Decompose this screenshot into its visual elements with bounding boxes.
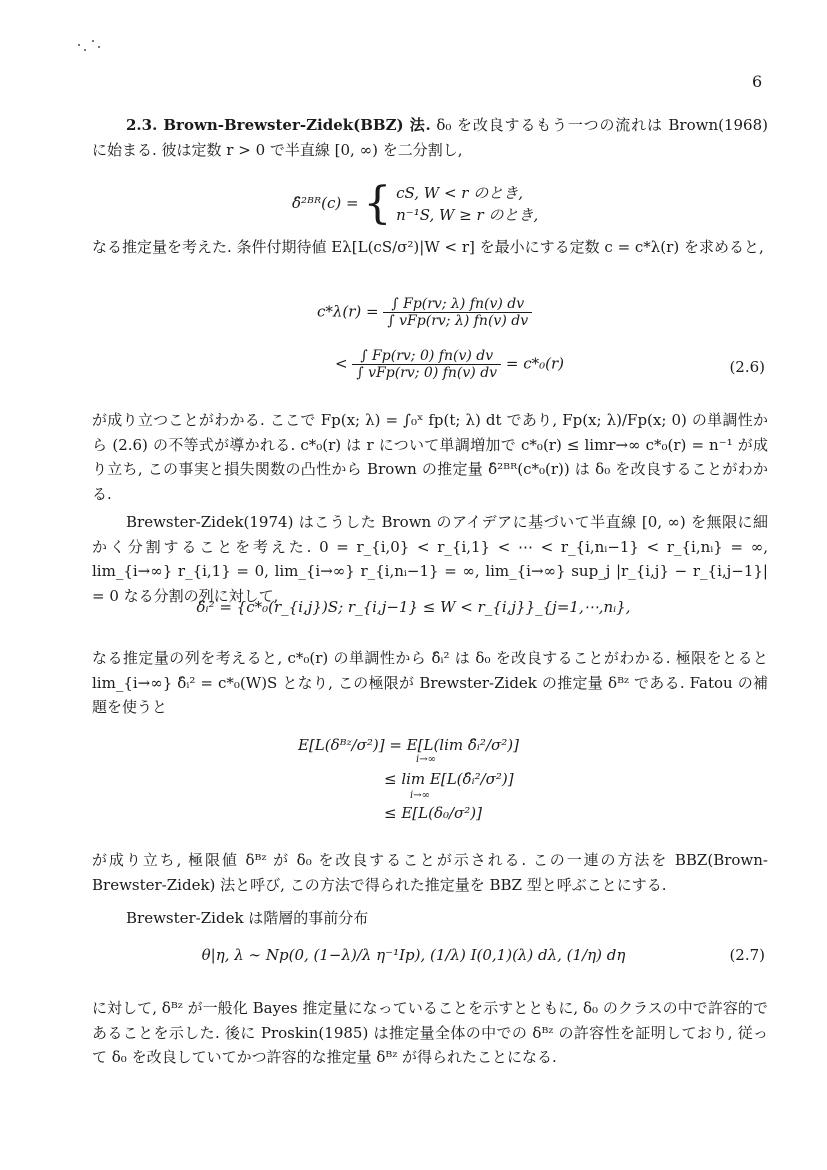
page-number: 6 [752, 72, 763, 91]
eq-fatou-line-2: ≤ lim E[L(δ̂ᵢ²/σ²)] [384, 770, 514, 788]
equation-sequence: δ̂ᵢ² = {c*₀(r_{i,j})S; r_{i,j−1} ≤ W < r_{i,j}}_{j=1,⋯,nᵢ}, [196, 598, 631, 616]
eq26-lhs: c*λ(r) = [317, 302, 379, 321]
paragraph-4: Brewster-Zidek(1974) はこうした Brown のアイデアに基づいて半直線 [0, ∞) を無限に細かく分割することを考えた. 0 = r_{i,0} < r_{i,1} < ⋯ < r_{i,nᵢ−1} < r_{i,nᵢ} = ∞, lim_{i→∞} r_{i,1} = 0, lim_{i→∞} r_{i,nᵢ−1} = ∞, lim_{i→∞} sup_j |r_{i,j} − r_{i,j−1}| = 0 なる分割の列に対して, [92, 513, 768, 605]
eq26-label: (2.6) [729, 358, 765, 376]
paragraph-intro [92, 113, 768, 162]
eq26-numerator-2: ∫ Fp(rv; 0) fn(v) dv [352, 348, 501, 365]
brace-symbol: { [363, 178, 392, 229]
eq26-denominator-1: ∫ vFp(rv; λ) fn(v) dv [387, 313, 529, 329]
eq-lim-subscript-2: i→∞ [410, 790, 430, 801]
eq26-numerator-1: ∫ Fp(rv; λ) fn(v) dv [383, 296, 532, 313]
eq-fatou-line-1: E[L(δᴮᶻ/σ²)] = E[L(lim δ̂ᵢ²/σ²)] [298, 736, 519, 754]
eq26-less-than: < [335, 354, 348, 373]
eq-fatou-line-3: ≤ E[L(δ₀/σ²)] [384, 804, 483, 822]
eq-lim-subscript-1: i→∞ [416, 754, 436, 765]
equation-fatou [298, 736, 519, 838]
paragraph-2: なる推定量を考えた. 条件付期待値 Eλ[L(cS/σ²)|W < r] を最小にする定数 c = c*λ(r) を求めると, [92, 238, 764, 256]
paragraph-5: なる推定量の列を考えると, c*₀(r) の単調性から δ̂ᵢ² は δ₀ を改良することがわかる. 極限をとると lim_{i→∞} δ̂ᵢ² = c*₀(W)S となり, この極限が Brewster-Zidek の推定量 δᴮᶻ である. Fatou の補題を使うと [92, 649, 768, 716]
eq-bbz-case-2: n⁻¹S, W ≥ r のとき, [396, 206, 539, 224]
paragraph-8: に対して, δᴮᶻ が一般化 Bayes 推定量になっていることを示すとともに, δ₀ のクラスの中で許容的であることを示した. 後に Proskin(1985) は推定量全体の中での δᴮᶻ の許容性を証明しており, 従って δ₀ を改良していてかつ許容的な推定量 δᴮᶻ が得られたことになる. [92, 999, 768, 1066]
paragraph-3: が成り立つことがわかる. ここで Fp(x; λ) = ∫₀ˣ fp(t; λ) dt であり, Fp(x; λ)/Fp(x; 0) の単調性から (2.6) の不等式が導かれる. c*₀(r) は r について単調増加で c*₀(r) ≤ limr→∞ c*₀(r) = n⁻¹ が成り立ち, この事実と損失関数の凸性から Brown の推定量 δ̂²ᴮᴿ(c*₀(r)) は δ₀ を改良することがわかる. [92, 411, 768, 503]
eq-bbz-case-1: cS, W < r のとき, [396, 184, 524, 202]
equation-2-7: θ|η, λ ∼ Np(0, (1−λ)/λ η⁻¹Ip), (1/λ) I(0,1)(λ) dλ, (1/η) dη [201, 946, 626, 964]
eq26-denominator-2: ∫ vFp(rv; 0) fn(v) dv [356, 365, 498, 381]
eq26-rhs: = c*₀(r) [505, 354, 564, 373]
eq27-label: (2.7) [729, 946, 765, 964]
paragraph-7: Brewster-Zidek は階層的事前分布 [126, 909, 369, 927]
equation-bbz-estimator [292, 178, 539, 229]
eq-bbz-lhs: δ̂²ᴮᴿ(c) = [292, 194, 359, 212]
equation-2-6 [317, 296, 564, 381]
section-heading: 2.3. Brown-Brewster-Zidek(BBZ) 法. [126, 116, 431, 134]
paragraph-1-text: δ₀ を改良するもう一つの流れは Brown(1968) に始まる. 彼は定数 r > 0 で半直線 [0, ∞) を二分割し, [92, 116, 768, 159]
paragraph-6: が成り立ち, 極限値 δᴮᶻ が δ₀ を改良することが示される. この一連の方法を BBZ(Brown-Brewster-Zidek) 法と呼び, この方法で得られた推定量を BBZ 型と呼ぶことにする. [92, 851, 768, 894]
